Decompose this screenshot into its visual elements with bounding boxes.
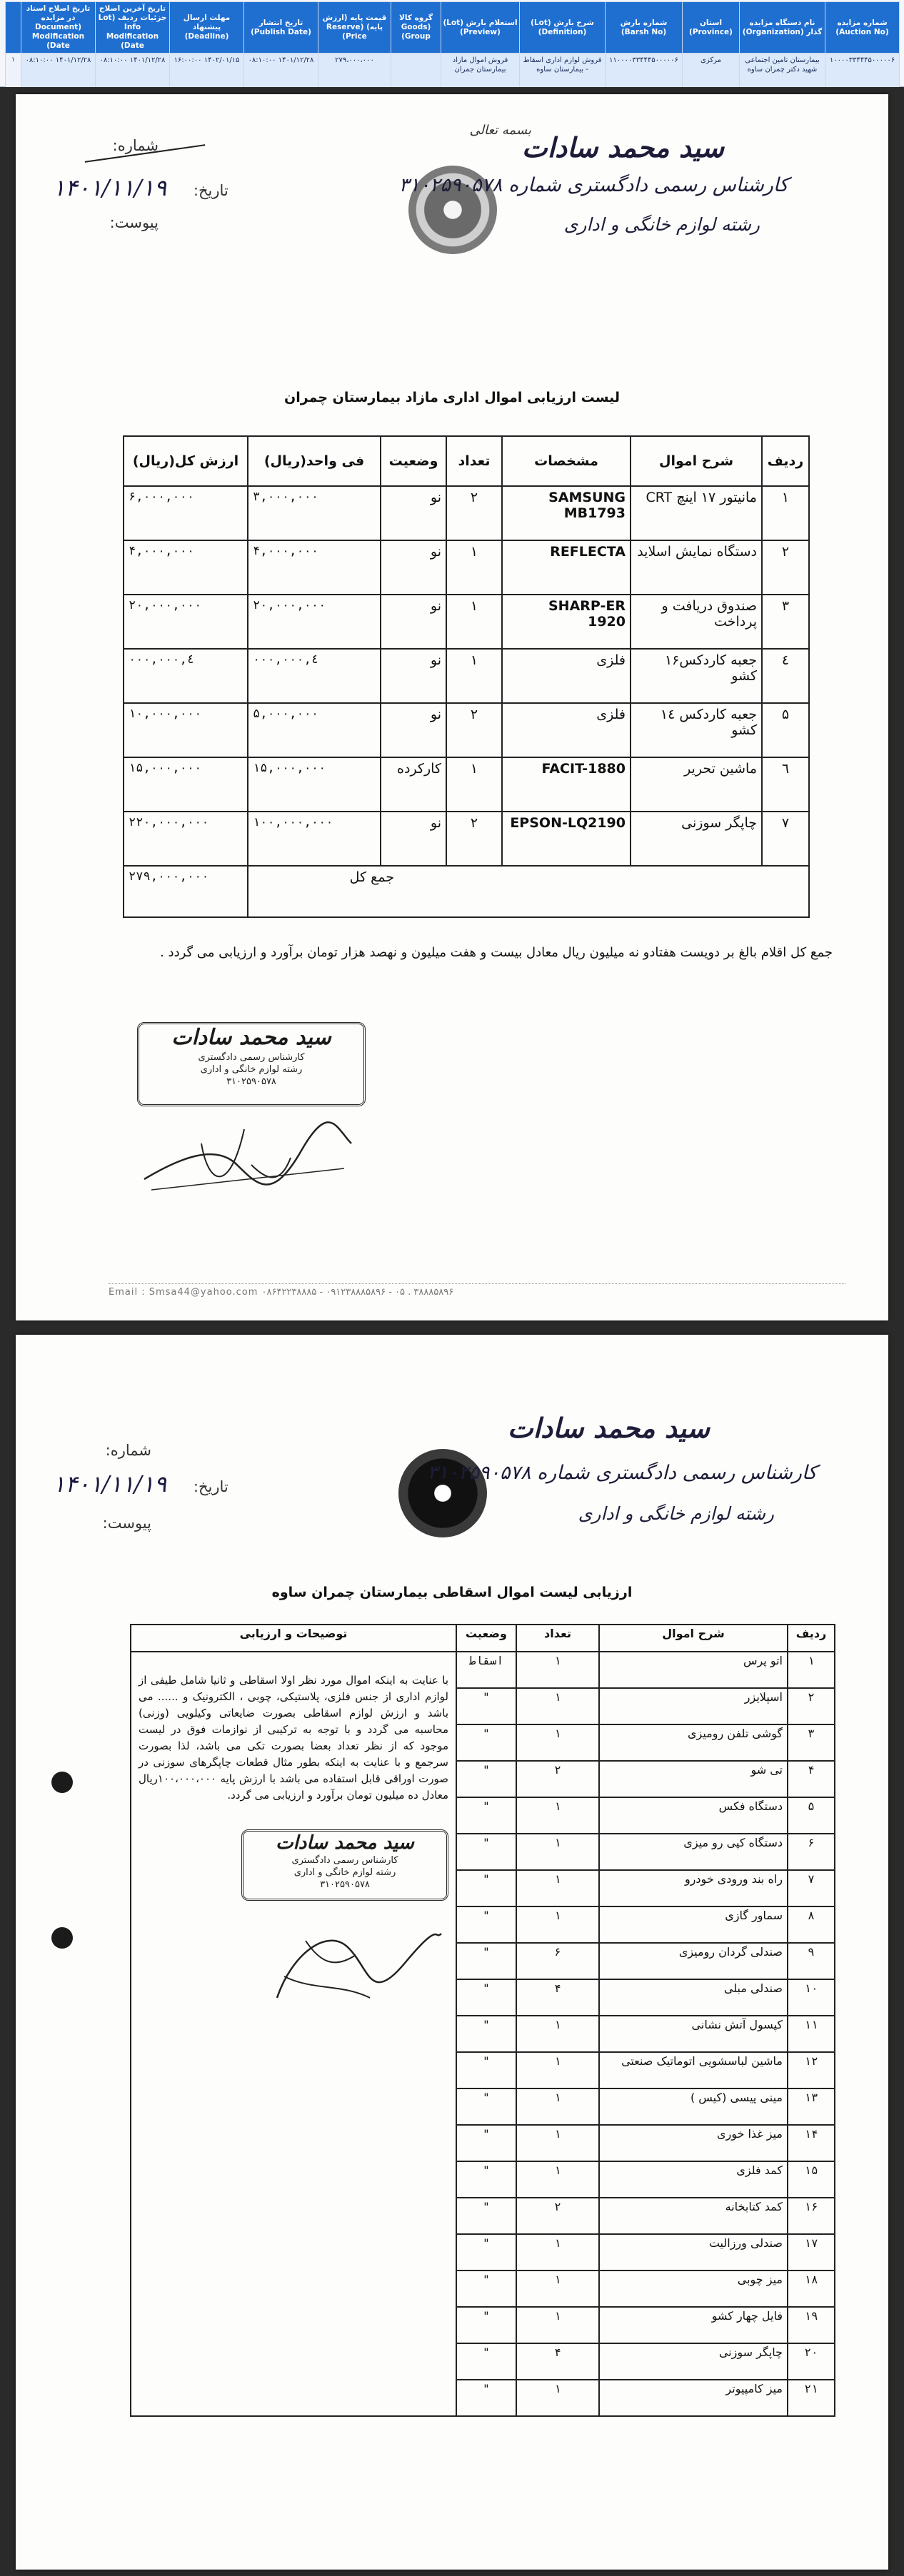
row-index: ۲ <box>788 1688 835 1724</box>
item-state: نو <box>381 812 446 866</box>
item-name: چاپگر سوزنی <box>631 812 762 866</box>
row-index-cell: ۱ <box>6 54 21 91</box>
row-index: ۲۰ <box>788 2343 835 2380</box>
column-header: شرح اموال <box>631 436 762 486</box>
column-header: شماره بارش (Barsh No) <box>606 2 683 54</box>
auction-header <box>0 0 904 87</box>
item-total-price: ۱۵,۰۰۰,۰۰۰ <box>124 757 248 812</box>
item-name: مینی پیسی (کیس ) <box>599 2088 788 2125</box>
row-index: ۱۷ <box>788 2234 835 2271</box>
stamp-field: رشته لوازم خانگی و اداری <box>293 1867 396 1878</box>
item-qty: ۱ <box>516 2307 599 2343</box>
item-qty: ۲ <box>446 486 502 540</box>
row-index: ٤ <box>762 649 809 703</box>
column-header: ردیف <box>788 1625 835 1652</box>
table-row <box>124 757 809 812</box>
item-total-price: ٤,۰۰۰,۰۰۰ <box>124 649 248 703</box>
stamp-name: سید محمد سادات <box>276 1832 414 1854</box>
number-row <box>94 1442 151 1459</box>
auction-header-row <box>6 2 900 54</box>
column-header: تاریخ آخرین اصلاح جزئیات ردیف (Lot Info Modification Date) <box>96 2 170 54</box>
expert-stamp <box>241 1829 448 1901</box>
item-unit-price: ۱۰۰,۰۰۰,۰۰۰ <box>248 812 381 866</box>
item-state: " <box>456 2016 516 2052</box>
column-header: شرح اموال <box>599 1625 788 1652</box>
scrap-header-row <box>131 1625 835 1652</box>
item-name: تی شو <box>599 1761 788 1797</box>
date-row <box>53 174 228 201</box>
row-index: ٦ <box>762 757 809 812</box>
stamp-field: رشته لوازم خانگی و اداری <box>200 1064 303 1075</box>
scrap-table <box>130 1624 835 2417</box>
column-header: مشخصات <box>502 436 631 486</box>
item-state: " <box>456 2271 516 2307</box>
item-unit-price: ۴,۰۰۰,۰۰۰ <box>248 540 381 595</box>
item-qty: ۱ <box>446 595 502 649</box>
item-name: چاپگر سوزنی <box>599 2343 788 2380</box>
item-name: گوشی تلفن رومیزی <box>599 1724 788 1761</box>
item-qty: ۱ <box>516 1652 599 1688</box>
item-state: " <box>456 2088 516 2125</box>
row-index: ۱۶ <box>788 2198 835 2234</box>
table-row[interactable] <box>6 54 900 91</box>
row-index: ۱۴ <box>788 2125 835 2161</box>
item-name: ماشین تحریر <box>631 757 762 812</box>
document-modification-date-cell: ۱۴۰۱/۱۲/۲۸ ۰۸:۱۰:۰۰ <box>21 54 96 91</box>
table-row <box>124 649 809 703</box>
row-index: ۸ <box>788 1906 835 1943</box>
item-spec: فلزی <box>502 649 631 703</box>
province-cell: مرکزی <box>683 54 740 91</box>
row-index: ۱۳ <box>788 2088 835 2125</box>
column-header: ارزش کل(ریال) <box>124 436 248 486</box>
auction-info-table <box>5 1 900 91</box>
table-row <box>124 595 809 649</box>
item-state: نو <box>381 486 446 540</box>
date-label: تاریخ: <box>193 182 228 199</box>
page-1-paper <box>16 94 888 1320</box>
item-name: صندلی ورزالیت <box>599 2234 788 2271</box>
item-name: مانیتور ۱۷ اینچ CRT <box>631 486 762 540</box>
column-header: تعداد <box>446 436 502 486</box>
page-1-title: لیست ارزیابی اموال اداری مازاد بیمارستان چمران <box>284 390 620 405</box>
item-total-price: ۶,۰۰۰,۰۰۰ <box>124 486 248 540</box>
deadline-cell: ۱۴۰۲/۰۱/۱۵ ۱۶:۰۰:۰۰ <box>170 54 244 91</box>
column-header: نام دستگاه مزایده گذار (Organization) <box>740 2 825 54</box>
stamp-license: ۳۱۰۲۵۹۰۵۷۸ <box>226 1076 276 1087</box>
item-state: نو <box>381 595 446 649</box>
item-qty: ۱ <box>446 757 502 812</box>
item-state: " <box>456 2307 516 2343</box>
item-unit-price: ۲۰,۰۰۰,۰۰۰ <box>248 595 381 649</box>
item-name: سماور گازی <box>599 1906 788 1943</box>
item-qty: ۲ <box>446 812 502 866</box>
item-name: اتو پرس <box>599 1652 788 1688</box>
item-qty: ۱ <box>516 2088 599 2125</box>
item-name: جعبه کاردکس۱۶ کشو <box>631 649 762 703</box>
item-spec: SAMSUNG MB1793 <box>502 486 631 540</box>
signature-icon <box>263 1912 448 2019</box>
publish-date-cell: ۱۴۰۱/۱۲/۲۸ ۰۸:۱۰:۰۰ <box>244 54 318 91</box>
item-name: میز چوبی <box>599 2271 788 2307</box>
description-text: با عنایت به اینکه اموال مورد نظر اولا اسقاطی و ثانیا شامل طیفی از لوازم اداری از جنس فلزی، پلاستیکی، چوبی ، الکترونیک و ...... می باشد و ارزش لوازم اسقاطی بصورت ضایعاتی وکیلویی (وزنی) محاسبه می گردد و با توجه به ترکیبی از نوازمات فوق در لیست موجود که از نظر تعداد بعضا بصورت تکی می باشد، لذا بصورت سرجمع و با عنایت به اینکه بطور مثال قطعات چاپگرهای سوزنی در صورت اوراقی قابل استفاده می باشد با ارزش پایه ۱۰۰،۰۰۰،۰۰۰ریال معادل ده میلیون تومان برآورد و ارزیابی می گردد. <box>139 1674 448 1802</box>
item-state: " <box>456 2161 516 2198</box>
table-row <box>124 540 809 595</box>
total-row <box>124 866 809 917</box>
number-label: شماره: <box>112 137 159 154</box>
punch-hole <box>51 1772 73 1793</box>
item-state: کارکرده <box>381 757 446 812</box>
attach-row <box>101 214 159 231</box>
item-qty: ۱ <box>446 540 502 595</box>
stamp-title: کارشناس رسمی دادگستری <box>291 1855 398 1866</box>
date-label: تاریخ: <box>193 1478 228 1495</box>
column-header: تاریخ اصلاح اسناد در مزایده (Document Modification Date) <box>21 2 96 54</box>
item-qty: ۱ <box>516 1797 599 1834</box>
column-header-index <box>6 2 21 54</box>
column-header: وضعیت <box>456 1625 516 1652</box>
attach-label: پیوست: <box>102 1515 151 1532</box>
date-row <box>53 1470 228 1497</box>
item-unit-price: ۱۵,۰۰۰,۰۰۰ <box>248 757 381 812</box>
item-name: دستگاه نمایش اسلاید <box>631 540 762 595</box>
item-name: دستگاه فکس <box>599 1797 788 1834</box>
auction-number-cell[interactable]: ۱۰۰۰۰۳۳۴۴۴۵۰۰۰۰۰۶ <box>825 54 900 91</box>
column-header: فی واحد(ریال) <box>248 436 381 486</box>
item-state: " <box>456 1724 516 1761</box>
item-qty: ۲ <box>516 1761 599 1797</box>
item-name: صندوق دریافت و پرداخت <box>631 595 762 649</box>
row-index: ۳ <box>762 595 809 649</box>
item-spec: SHARP-ER 1920 <box>502 595 631 649</box>
row-index: ۵ <box>788 1797 835 1834</box>
item-state: " <box>456 2198 516 2234</box>
item-total-price: ۴,۰۰۰,۰۰۰ <box>124 540 248 595</box>
total-label: جمع کل <box>248 866 809 917</box>
item-unit-price: ٤,۰۰۰,۰۰۰ <box>248 649 381 703</box>
item-qty: ۱ <box>516 1870 599 1906</box>
lot-definition-cell: فروش لوازم اداری اسقاط - بیمارستان ساوه <box>520 54 606 91</box>
item-state: " <box>456 2380 516 2416</box>
item-total-price: ۲۲۰,۰۰۰,۰۰۰ <box>124 812 248 866</box>
item-name: فایل چهار کشو <box>599 2307 788 2343</box>
evaluation-note: جمع کل اقلام بالغ بر دویست هفتادو نه میلیون ریال معادل بیست و هفت میلیون و نهصد هزار تومان برآورد و ارزیابی می گردد . <box>160 945 833 960</box>
row-index: ۱۸ <box>788 2271 835 2307</box>
row-index: ۳ <box>788 1724 835 1761</box>
item-name: اسپلایزر <box>599 1688 788 1724</box>
row-index: ۴ <box>788 1761 835 1797</box>
page-1-footer: Email : Smsa44@yahoo.com ۰۸۶۴۲۲۳۸۸۸۵ - ۰۹۱۲۳۸۸۸۵۸۹۶ - ۰۵ . ۳۸۸۸۵۸۹۶ <box>109 1283 845 1298</box>
column-header: گروه کالا (Goods Group) <box>391 2 441 54</box>
date-value: ۱۴۰۱/۱۱/۱۹ <box>53 1470 167 1497</box>
item-qty: ۴ <box>516 1979 599 2016</box>
lot-modification-date-cell: ۱۴۰۱/۱۲/۲۸ ۰۸:۱۰:۰۰ <box>96 54 170 91</box>
signature-icon <box>137 1101 366 1208</box>
item-qty: ۱ <box>516 2380 599 2416</box>
item-name: دستگاه کپی رو میزی <box>599 1834 788 1870</box>
item-state: اسقاط <box>456 1652 516 1688</box>
item-qty: ۶ <box>516 1943 599 1979</box>
number-label: شماره: <box>105 1442 151 1459</box>
item-state: نو <box>381 703 446 757</box>
item-qty: ۱ <box>516 1834 599 1870</box>
organization-cell: بیمارستان تامین اجتماعی شهید دکتر چمران ساوه <box>740 54 825 91</box>
stamp-license: ۳۱۰۲۵۹۰۵۷۸ <box>320 1879 370 1890</box>
row-index: ۱۵ <box>788 2161 835 2198</box>
row-index: ۶ <box>788 1834 835 1870</box>
row-index: ۲۱ <box>788 2380 835 2416</box>
item-total-price: ۱۰,۰۰۰,۰۰۰ <box>124 703 248 757</box>
item-qty: ۱ <box>516 2234 599 2271</box>
item-name: کمد کتابخانه <box>599 2198 788 2234</box>
row-index: ۱ <box>762 486 809 540</box>
row-index: ۱۲ <box>788 2052 835 2088</box>
letterhead-name: سید محمد سادات <box>507 1412 710 1444</box>
stamp-title: کارشناس رسمی دادگستری <box>198 1052 305 1063</box>
item-qty: ۲ <box>516 2198 599 2234</box>
item-state: " <box>456 1870 516 1906</box>
item-name: کپسول آتش نشانی <box>599 2016 788 2052</box>
row-index: ۱ <box>788 1652 835 1688</box>
letterhead-license: کارشناس رسمی دادگستری شماره ۳۱۰۲۵۹۰۵۷۸ <box>398 174 788 196</box>
table-row <box>124 812 809 866</box>
item-name: میز غذا خوری <box>599 2125 788 2161</box>
item-qty: ۱ <box>516 1688 599 1724</box>
item-qty: ۱ <box>516 2125 599 2161</box>
bism-text: بسمه تعالی <box>469 123 531 138</box>
item-name: راه بند ورودی خودرو <box>599 1870 788 1906</box>
item-name: ماشین لباسشویی اتوماتیک صنعتی <box>599 2052 788 2088</box>
letterhead-name: سید محمد سادات <box>521 131 724 163</box>
column-header: ردیف <box>762 436 809 486</box>
item-spec: فلزی <box>502 703 631 757</box>
item-state: " <box>456 1906 516 1943</box>
column-header: استعلام بارش (Lot) (Preview) <box>441 2 520 54</box>
column-header: مهلت ارسال پیشنهاد (Deadline) <box>170 2 244 54</box>
item-name: صندلی مبلی <box>599 1979 788 2016</box>
item-total-price: ۲۰,۰۰۰,۰۰۰ <box>124 595 248 649</box>
row-index: ۹ <box>788 1943 835 1979</box>
letterhead-license: کارشناس رسمی دادگستری شماره ۳۱۰۲۵۹۰۵۷۸ <box>427 1462 817 1484</box>
evaluation-description <box>131 1652 456 2416</box>
item-spec: FACIT-1880 <box>502 757 631 812</box>
column-header: وضعیت <box>381 436 446 486</box>
column-header: توضیحات و ارزیابی <box>131 1625 456 1652</box>
row-index: ۱۱ <box>788 2016 835 2052</box>
lot-preview-cell[interactable]: فروش اموال مازاد بیمارستان جمران <box>441 54 520 91</box>
page-2-paper <box>16 1335 888 2570</box>
column-header: تعداد <box>516 1625 599 1652</box>
scanned-page-1 <box>0 87 904 1328</box>
attach-row <box>94 1515 151 1532</box>
column-header: شرح بارش (Lot) (Definition) <box>520 2 606 54</box>
item-state: " <box>456 2234 516 2271</box>
item-qty: ۴ <box>516 2343 599 2380</box>
item-qty: ۱ <box>516 1724 599 1761</box>
assets-header-row <box>124 436 809 486</box>
letterhead-field: رشته لوازم خانگی و اداری <box>578 1503 774 1524</box>
expert-stamp <box>137 1022 366 1106</box>
item-state: نو <box>381 540 446 595</box>
item-spec: EPSON-LQ2190 <box>502 812 631 866</box>
lot-number-cell[interactable]: ۱۱۰۰۰۰۳۳۴۴۴۵۰۰۰۰۰۶ <box>606 54 683 91</box>
reserve-price-cell: ۲۷۹،۰۰۰،۰۰۰ <box>318 54 391 91</box>
table-row <box>131 1652 835 1688</box>
table-row <box>124 703 809 757</box>
item-qty: ۱ <box>446 649 502 703</box>
row-index: ۱۰ <box>788 1979 835 2016</box>
scanned-page-2 <box>0 1328 904 2576</box>
total-value: ۲۷۹,۰۰۰,۰۰۰ <box>124 866 248 917</box>
item-state: " <box>456 1979 516 2016</box>
item-qty: ۱ <box>516 2016 599 2052</box>
item-qty: ۱ <box>516 1906 599 1943</box>
item-name: جعبه کاردکس ۱٤ کشو <box>631 703 762 757</box>
item-qty: ۱ <box>516 2161 599 2198</box>
item-state: " <box>456 1688 516 1724</box>
item-state: نو <box>381 649 446 703</box>
item-qty: ۱ <box>516 2052 599 2088</box>
column-header: شماره مزایده (Auction No) <box>825 2 900 54</box>
item-spec: REFLECTA <box>502 540 631 595</box>
assets-table <box>123 435 810 918</box>
stamp-name: سید محمد سادات <box>171 1025 331 1050</box>
item-unit-price: ۵,۰۰۰,۰۰۰ <box>248 703 381 757</box>
row-index: ۵ <box>762 703 809 757</box>
item-state: " <box>456 2125 516 2161</box>
goods-group-cell <box>391 54 441 91</box>
row-index: ۲ <box>762 540 809 595</box>
date-value: ۱۴۰۱/۱۱/۱۹ <box>53 174 167 201</box>
page-2-title: ارزیابی لیست اموال اسقاطی بیمارستان چمران ساوه <box>271 1585 633 1600</box>
letterhead-field: رشته لوازم خانگی و اداری <box>563 214 760 235</box>
item-qty: ۲ <box>446 703 502 757</box>
row-index: ۱۹ <box>788 2307 835 2343</box>
item-state: " <box>456 2052 516 2088</box>
row-index: ۷ <box>788 1870 835 1906</box>
item-name: صندلی گردان رومیزی <box>599 1943 788 1979</box>
item-state: " <box>456 2343 516 2380</box>
attach-label: پیوست: <box>109 214 159 231</box>
item-name: میز کامپیوتر <box>599 2380 788 2416</box>
column-header: قیمت پایه (ارزش پایه) (Reserve Price) <box>318 2 391 54</box>
item-state: " <box>456 1761 516 1797</box>
punch-hole <box>51 1927 73 1949</box>
item-state: " <box>456 1943 516 1979</box>
row-index: ۷ <box>762 812 809 866</box>
item-qty: ۱ <box>516 2271 599 2307</box>
item-state: " <box>456 1834 516 1870</box>
table-row <box>124 486 809 540</box>
item-unit-price: ۳,۰۰۰,۰۰۰ <box>248 486 381 540</box>
item-state: " <box>456 1797 516 1834</box>
column-header: تاریخ انتشار (Publish Date) <box>244 2 318 54</box>
item-name: کمد فلزی <box>599 2161 788 2198</box>
column-header: استان (Province) <box>683 2 740 54</box>
